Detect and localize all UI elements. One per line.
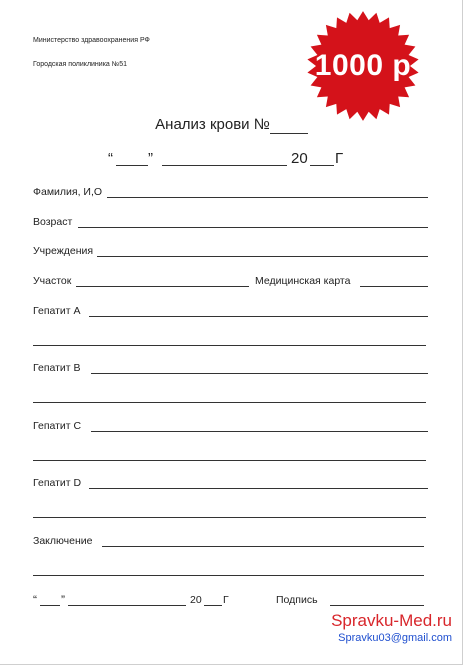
clinic-label: Городская поликлиника №51	[33, 61, 128, 68]
price-badge-text: 1000 р	[314, 49, 412, 82]
age-label: Возраст	[33, 216, 73, 228]
district-label: Участок	[33, 275, 72, 287]
hepatitis-b-line[interactable]	[91, 373, 428, 374]
signature-line[interactable]	[330, 605, 424, 606]
hepatitis-c-line-2[interactable]	[33, 460, 426, 461]
hepatitis-a-line-2[interactable]	[33, 345, 426, 346]
date-open-quote: “	[108, 150, 113, 167]
document-title	[0, 116, 463, 134]
institution-label: Учреждения	[33, 245, 94, 257]
footer-close-quote: ”	[61, 593, 65, 607]
ministry-label: Министерство здравоохранения РФ	[33, 37, 150, 44]
date-year-line[interactable]	[310, 165, 334, 166]
institution-line[interactable]	[97, 256, 428, 257]
hepatitis-c-line[interactable]	[91, 431, 428, 432]
date-year-suffix: Г	[335, 150, 344, 167]
hepatitis-a-label: Гепатит А	[33, 305, 81, 317]
footer-year-prefix: 20	[190, 594, 202, 606]
conclusion-label: Заключение	[33, 535, 93, 547]
hepatitis-c-label: Гепатит С	[33, 420, 82, 432]
date-year-prefix: 20	[291, 150, 308, 167]
analysis-number-line[interactable]	[270, 119, 308, 134]
document-title-text: Анализ крови №	[155, 116, 270, 133]
medical-card-line[interactable]	[360, 286, 428, 287]
hepatitis-b-label: Гепатит В	[33, 362, 81, 374]
hepatitis-d-line-2[interactable]	[33, 517, 426, 518]
footer-year-line[interactable]	[204, 605, 222, 606]
footer-open-quote: “	[33, 593, 37, 607]
signature-label: Подпись	[276, 594, 318, 606]
name-label: Фамилия, И,О	[33, 186, 103, 198]
date-month-line[interactable]	[162, 165, 287, 166]
hepatitis-b-line-2[interactable]	[33, 402, 426, 403]
date-close-quote: ”	[148, 150, 153, 167]
footer-month-line[interactable]	[68, 605, 186, 606]
watermark-email: Spravku03@gmail.com	[338, 632, 452, 644]
hepatitis-a-line[interactable]	[89, 316, 428, 317]
conclusion-line[interactable]	[102, 546, 424, 547]
hepatitis-d-label: Гепатит D	[33, 477, 82, 489]
footer-year-suffix: Г	[223, 594, 229, 606]
date-day-line[interactable]	[116, 165, 148, 166]
name-line[interactable]	[107, 197, 428, 198]
watermark-site: Spravku-Med.ru	[331, 611, 452, 630]
hepatitis-d-line[interactable]	[89, 488, 428, 489]
medical-card-label: Медицинская карта	[255, 275, 351, 287]
district-line[interactable]	[76, 286, 249, 287]
conclusion-line-2[interactable]	[33, 575, 424, 576]
footer-day-line[interactable]	[40, 605, 60, 606]
age-line[interactable]	[78, 227, 428, 228]
